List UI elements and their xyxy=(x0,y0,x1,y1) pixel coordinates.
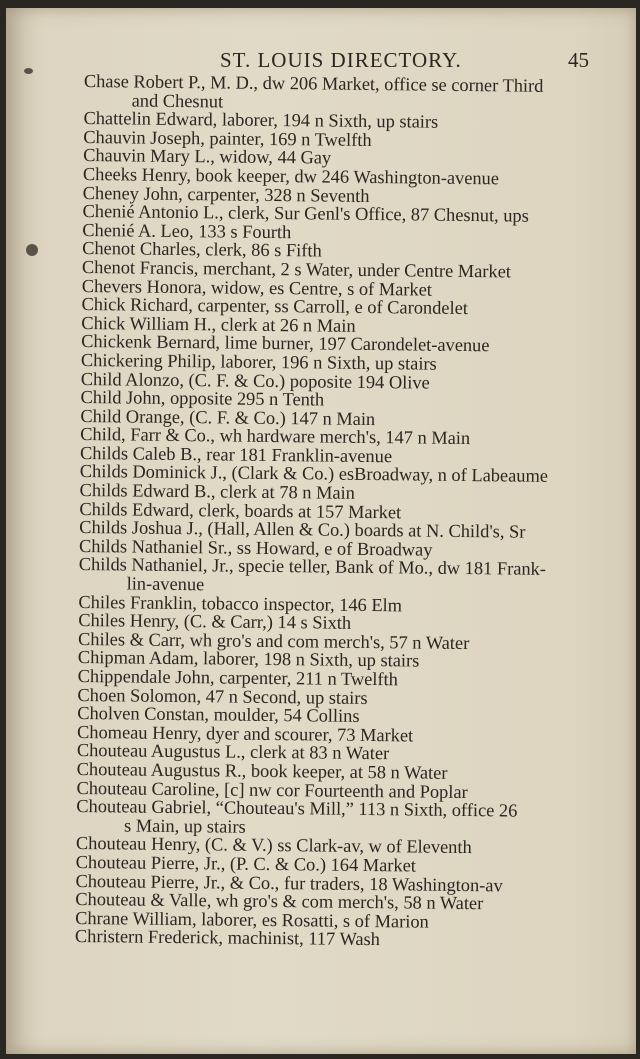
entry-text: Chickenk Bernard, lime burner, 197 Carondelet-avenue xyxy=(81,331,490,356)
entry-text: Chauvin Mary L., widow, 44 Gay xyxy=(83,145,332,168)
entry-text: Childs Caleb B., rear 181 Franklin-avenue xyxy=(79,442,393,467)
entry-text: Chouteau Henry, (C. & V.) ss Clark-av, w of Eleventh xyxy=(75,833,472,858)
entry-text: Childs Dominick J., (Clark & Co.) esBroadway, n of Labeaume xyxy=(79,461,549,487)
entry-text: Chouteau Augustus L., clerk at 83 n Water xyxy=(76,740,390,764)
entry-text: Chrane William, laborer, es Rosatti, s of Marion xyxy=(75,907,429,932)
page-number: 45 xyxy=(568,48,589,72)
entry-text: Choen Solomon, 47 n Second, up stairs xyxy=(77,684,368,708)
page-header xyxy=(6,40,636,70)
entry-text: Chase Robert P., M. D., dw 206 Market, office se corner Third xyxy=(83,71,544,96)
entry-text: Cholven Constan, moulder, 54 Collins xyxy=(77,703,360,727)
entry-continuation: and Chesnut xyxy=(131,90,224,112)
entry-text: Chattelin Edward, laborer, 194 n Sixth, up stairs xyxy=(83,108,439,132)
entry-text: Chenié A. Leo, 133 s Fourth xyxy=(82,219,292,242)
entry-text: Childs Nathaniel, Jr., specie teller, Bank of Mo., dw 181 Frank- xyxy=(78,554,547,580)
entry-text: Chenot Charles, clerk, 86 s Fifth xyxy=(82,238,322,261)
entry-text: Cheeks Henry, book keeper, dw 246 Washington-avenue xyxy=(82,163,500,189)
entry-text: Chouteau Pierre, Jr., & Co., fur traders, 18 Washington-av xyxy=(75,870,503,895)
entry-text: Chouteau Augustus R., book keeper, at 58 n Water xyxy=(76,758,448,783)
entry-text: Chickering Philip, laborer, 196 n Sixth, up stairs xyxy=(80,349,437,374)
entry-text: Chippendale John, carpenter, 211 n Twelfth xyxy=(77,665,399,690)
entry-text: Chevers Honora, widow, es Centre, s of Market xyxy=(81,275,433,300)
entry-text: Childs Joshua J., (Hall, Allen & Co.) boards at N. Child's, Sr xyxy=(79,517,526,542)
page-title: ST. LOUIS DIRECTORY. xyxy=(220,48,462,72)
entry-text: Chiles Henry, (C. & Carr,) 14 s Sixth xyxy=(78,610,352,634)
ink-blot-mark xyxy=(26,244,38,256)
entry-text: Childs Edward B., clerk at 78 n Main xyxy=(79,480,356,503)
entry-text: Chauvin Joseph, painter, 169 n Twelfth xyxy=(83,126,372,150)
entry-text: Cheney John, carpenter, 328 n Seventh xyxy=(82,182,370,206)
entry-text: Chick Richard, carpenter, ss Carroll, e of Carondelet xyxy=(81,294,469,319)
entry-text: Chouteau Pierre, Jr., (P. C. & Co.) 164 Market xyxy=(75,851,417,876)
entry-continuation: s Main, up stairs xyxy=(124,815,246,837)
entry-text: Childs Nathaniel Sr., ss Howard, e of Broadway xyxy=(78,535,433,560)
entry-text: Child Alonzo, (C. F. & Co.) poposite 194 Olive xyxy=(80,368,430,393)
directory-entries xyxy=(75,72,614,951)
entry-text: Chouteau & Valle, wh gro's & com merch's, 58 n Water xyxy=(75,889,484,914)
entry-text: Chipman Adam, laborer, 198 n Sixth, up stairs xyxy=(77,647,420,671)
entry-text: Chiles & Carr, wh gro's and com merch's, 57 n Water xyxy=(77,628,470,653)
entry-text: Child Orange, (C. F. & Co.) 147 n Main xyxy=(80,405,376,429)
directory-page xyxy=(6,8,636,1054)
entry-text: Chenot Francis, merchant, 2 s Water, under Centre Market xyxy=(81,256,512,282)
entry-text: Childs Edward, clerk, boards at 157 Market xyxy=(79,498,402,523)
entry-text: Christern Frederick, machinist, 117 Wash xyxy=(74,926,381,950)
entry-text: Chomeau Henry, dyer and scourer, 73 Market xyxy=(76,721,414,746)
entry-text: Chouteau Caroline, [c] nw cor Fourteenth and Poplar xyxy=(76,777,468,802)
entry-text: Chick William H., clerk at 26 n Main xyxy=(81,312,356,336)
entry-text: Chouteau Gabriel, “Chouteau's Mill,” 113 n Sixth, office 26 xyxy=(76,796,518,821)
entry-continuation: lin-avenue xyxy=(126,573,205,595)
entry-text: Chiles Franklin, tobacco inspector, 146 Elm xyxy=(78,591,403,615)
entry-text: Child John, opposite 295 n Tenth xyxy=(80,387,325,410)
entry-text: Chenié Antonio L., clerk, Sur Genl's Office, 87 Chesnut, ups xyxy=(82,201,529,226)
entry-text: Child, Farr & Co., wh hardware merch's, 147 n Main xyxy=(80,424,471,449)
